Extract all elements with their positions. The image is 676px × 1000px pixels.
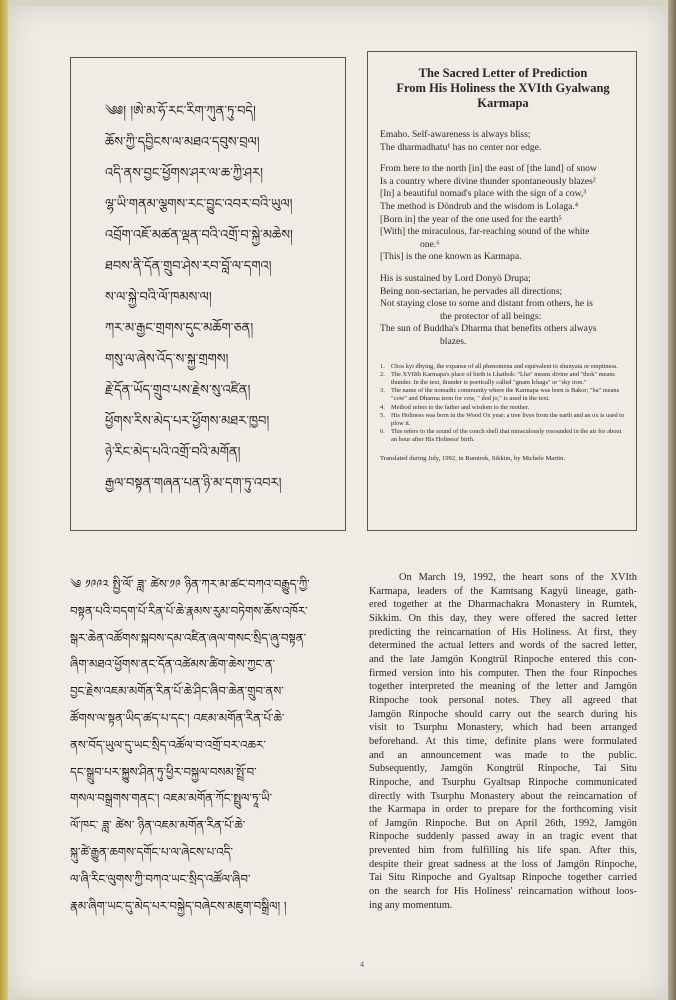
paragraph-line: determined the actual letters and words of the sacred letter,: [369, 640, 637, 652]
paragraph-line: On March 19, 1992, the heart sons of the XVIth: [399, 572, 637, 583]
paragraph-line: Rinpoche suddenly passed away in an tragic event that: [369, 831, 637, 843]
tibetan-verse-line: ཉེ་རིང་མེད་པའི་འགྲོ་བའི་མགོན།: [105, 445, 241, 460]
paragraph-line: on the search for His Holiness' reincarnation without loos-: [369, 886, 637, 898]
stanza-2: [380, 163, 626, 264]
paragraph-line: beforehand. At this time, definite plans were formulated: [369, 735, 637, 747]
tibetan-verse-line: ཀར་མ་རྒྱང་གྲགས་དུང་མཆོག་ཅན།: [105, 321, 254, 336]
title-line: Karmapa: [477, 96, 529, 110]
verse-line: [In] a beautiful nomad's place with the sign of a cow,³: [380, 188, 587, 200]
tibetan-verse-line: རྒྱལ་བསྟན་གཞན་པན་ཉི་མ་དག་ཏུ་འབར།: [105, 476, 282, 491]
title-line: The Sacred Letter of Prediction: [418, 66, 588, 80]
paragraph-line: directly with Tsurphu Monastery about the reincarnation of: [369, 790, 637, 802]
paragraph-line: ered together at the Dharmachakra Monastery in Rumtek,: [369, 599, 637, 611]
paragraph-line: Karmapa, leaders of the Kamtsang Kagyü lineage, gath-: [369, 585, 637, 597]
verse-line: one.⁶: [420, 238, 440, 250]
verse-line: blazes.: [440, 335, 467, 347]
footnote: 2. The XVIIth Karmapa's place of birth is Lhathok: "Lha" means divine and "thok" means thunder. In the text, thunder is poetically called "gnam lchags" or "sky iron.": [380, 370, 616, 386]
tibetan-paragraph-line: སྐུ་ཚེ་རྒྱུན་ཆགས་དགོང་པ་ལ་ཞེངས་པ་འདི་: [70, 844, 234, 859]
paragraph-line: despite their great sadness at the loss of Jamgön Rinpoche,: [369, 858, 637, 870]
footnote: 4. Method refers to the father and wisdom to the mother.: [380, 403, 530, 411]
paragraph-line: and an announcement was made to the public.: [369, 749, 637, 761]
paragraph-line: predicting the reincarnation of His Holiness. At first, they: [369, 626, 637, 638]
paragraph-line: and the late Jamgön Kongtrül Rinpoche entered this con-: [369, 653, 637, 665]
tibetan-verse-line: ༄༅། །ཨེ་མ་ཧོ་རང་རིག་ཀུན་ཏུ་བདེ།: [105, 104, 256, 119]
tibetan-verse-line: ཕྱོགས་རིས་མེད་པར་ཕྱོགས་མཐར་ཁྱབ།: [105, 414, 270, 429]
paragraph-line: prevented him from fulfilling his life span. After this,: [369, 845, 637, 857]
tibetan-verse-line: གསུ་ལ་ཞེས་འོད་ས་སྐྱ་གྲགས།: [105, 352, 229, 367]
tibetan-verse-line: ཐབས་ནི་དོན་གྲུབ་ཤེས་རབ་བློ་ལ་དགའ།: [105, 259, 272, 274]
paragraph-line: together interpreted the meaning of the letter and Jamgön: [369, 681, 637, 693]
tibetan-paragraph-line: ཞིག་མཐའ་ཕྱོགས་ནང་དོན་འཚེམས་ཚིག་ཆེས་ཀྱང་ན་: [70, 657, 276, 672]
verse-line: The sun of Buddha's Dharma that benefits others always: [380, 323, 597, 335]
tibetan-verse-line: ས་ལ་སྐྱེ་བའི་ལོ་ཁམས་ལ།: [105, 290, 212, 305]
paragraph-line: Tai Situ Rinpoche and Gyaltsap Rinpoche together carried: [369, 872, 637, 884]
tibetan-paragraph: [70, 574, 352, 922]
verse-line: His is sustained by Lord Donyö Drupa;: [380, 272, 531, 284]
tibetan-verse-lines: [105, 102, 345, 505]
paragraph-line: Sikkim. On this day, they were offered the sacred letter: [369, 612, 637, 624]
footnote: 6. This refers to the sound of the conch shell that miraculously resounded in the air for about an hour after His Holiness' birth.: [380, 428, 622, 444]
tibetan-verse-line: རྗེ་དོན་ཡོད་གྲུབ་པས་རྗེས་སུ་འཛིན།: [105, 383, 251, 398]
footnotes: [380, 363, 626, 445]
stanza-3: [380, 273, 626, 349]
verse-line: The dharmadhatu¹ has no center nor edge.: [380, 141, 542, 153]
tibetan-paragraph-line: ལ་ཞི་རིང་ལུགས་ཀྱི་བཀའ་ཡང་སྲིད་འཚོལ་ཞིབ་: [70, 871, 251, 886]
footnote: 5. His Holiness was born in the Wood Ox year; a tree lives from the earth and an ox is used to plow it.: [380, 411, 625, 427]
tibetan-verse-line: ལྷ་ཡི་གནམ་ལྕགས་རང་བྱུང་འབར་བའི་ཡུལ།: [105, 197, 293, 212]
book-binding: [0, 0, 8, 1000]
page-number: 4: [360, 960, 364, 969]
page-edge-shadow: [668, 0, 676, 1000]
translation-credit: Translated during July, 1992, in Rumtrek, Sikkim, by Michele Martin.: [380, 454, 566, 462]
paragraph-line: the Karmapa in order to prepare for the forthcoming visit: [369, 804, 637, 816]
tibetan-paragraph-line: གསལ་བསྒྲགས་གནང་། འཇམ་མགོན་ཀོང་སྤྲུལ་ཏཱ་ཡི་: [70, 791, 273, 806]
tibetan-paragraph-line: བསྟན་པའི་བདག་པོ་རིན་པོ་ཆེ་རྣམས་རུམ་བཏེགས་ཆོས་འཁོར་: [70, 603, 308, 618]
tibetan-paragraph-line: སྒར་ཆེན་འཚོགས་སྐབས་དམ་འཛིན་ཞལ་གསང་སྲིད་ཞུ་བསྟན་: [70, 630, 307, 645]
paragraph-line: firmed version into his computer. Then the four Rinpoches: [369, 667, 637, 679]
english-translation-box: [367, 51, 637, 531]
tibetan-paragraph-line: ཚོགས་ལ་སྟན་ཡིད་ཚད་པ་དང་། འཇམ་མགོན་རིན་པོ་ཆེ་: [70, 710, 285, 725]
tibetan-paragraph-line: ༄ ༡༩༩༢ སྤྱི་ལོ་ ཟླ་ ཚེས་༡༩ ཉིན་ཀར་མ་ཚང་བཀའ་བརྒྱུད་ཀྱི་: [70, 577, 310, 591]
verse-line: the protector of all beings:: [440, 310, 542, 322]
paragraph-line: visit to Tsurphu Monastery, which had been arranged: [369, 722, 637, 734]
tibetan-verse-line: འབྲོག་འཇོ་མཚན་ལྡན་བའི་འགྲོ་བ་སྐྱེ་མཆེས།: [105, 228, 293, 243]
tibetan-paragraph-line: རྣམ་ཞིག་ཡང་དུ་མེད་པར་བསྐྱེད་བཞེངས་མཇུག་བསྒྲིལ། །: [70, 898, 287, 913]
verse-line: [Born in] the year of the one used for the earth⁵: [380, 213, 562, 225]
tibetan-verse-line: འདི་ནས་བྱང་ཕྱོགས་ཤར་ལ་ཆ་ཀྱི་ཤར།: [105, 166, 263, 181]
paragraph-line: Subsequently, Jamgön Kongtrül Rinpoche, Tai Situ: [369, 763, 637, 775]
verse-line: [This] is the one known as Karmapa.: [380, 251, 522, 263]
paragraph-line: Rinpoche, and Tsurphu Gyaltsap Rinpoche communicated: [369, 776, 637, 788]
paragraph-line: Rinpoche took personal notes. They all agreed that: [369, 694, 637, 706]
english-paragraph: [369, 571, 637, 912]
paragraph-line: ing any momentum.: [369, 899, 453, 911]
verse-line: [With] the miraculous, far-reaching sound of the white: [380, 226, 590, 238]
tibetan-paragraph-line: ལོ་ཁང་ ཟླ་ ཚེས་ ཉིན་འཇམ་མགོན་རིན་པོ་ཆེ་: [70, 818, 246, 833]
paragraph-line: of Jamgön Rinpoche. But on April 26th, 1992, Jamgön: [369, 817, 637, 829]
title-line: From His Holiness the XVIth Gyalwang: [396, 81, 610, 95]
footnote: 3. The name of the nomadic community where the Karmapa was born is Bakor; "ba" means "cow" and Dharma term for cow, " dod jo," is used in the text.: [380, 387, 620, 403]
tibetan-paragraph-line: དང་སྒྲུབ་པར་སྐྱུས་ཤིན་ཏུ་ཕྱིར་བསྐྱལ་བསམ་སྤྲོ་བ་: [70, 764, 257, 779]
verse-line: From here to the north [in] the east of [the land] of snow: [380, 163, 597, 175]
verse-line: Being non-sectarian, he pervades all directions;: [380, 285, 563, 297]
stanza-1: [380, 129, 626, 154]
verse-line: Not staying close to some and distant from others, he is: [380, 298, 593, 310]
paragraph-line: Jamgön Rinpoche should carry out the search during his: [369, 708, 637, 720]
verse-line: The method is Döndrub and the wisdom is Lolaga.⁴: [380, 200, 579, 212]
tibetan-paragraph-line: བྱང་རྗེས་འཇམ་མགོན་རིན་པོ་ཆེ་ཤིང་ཞིབ་ཆེན་གྲུབ་ནས་: [70, 684, 284, 699]
verse-line: Emaho. Self-awareness is always bliss;: [380, 129, 531, 140]
tibetan-paragraph-line: ནས་བོད་ཡུལ་དུ་ཡང་སྲིད་འཚོལ་བ་འགྲོ་བར་འཆར་: [70, 737, 266, 752]
verse-line: Is a country where divine thunder spontaneously blazes²: [380, 175, 596, 187]
footnote: 1. Chos kyi dbying, the expanse of all phenomena and equivalent to shunyata or emptiness.: [380, 362, 618, 370]
tibetan-verse-line: ཆོས་ཀྱི་དབྱིངས་ལ་མཐའ་དབུས་བྲལ།: [105, 135, 260, 150]
tibetan-verse-box: [70, 57, 346, 531]
letter-title: [380, 66, 626, 111]
